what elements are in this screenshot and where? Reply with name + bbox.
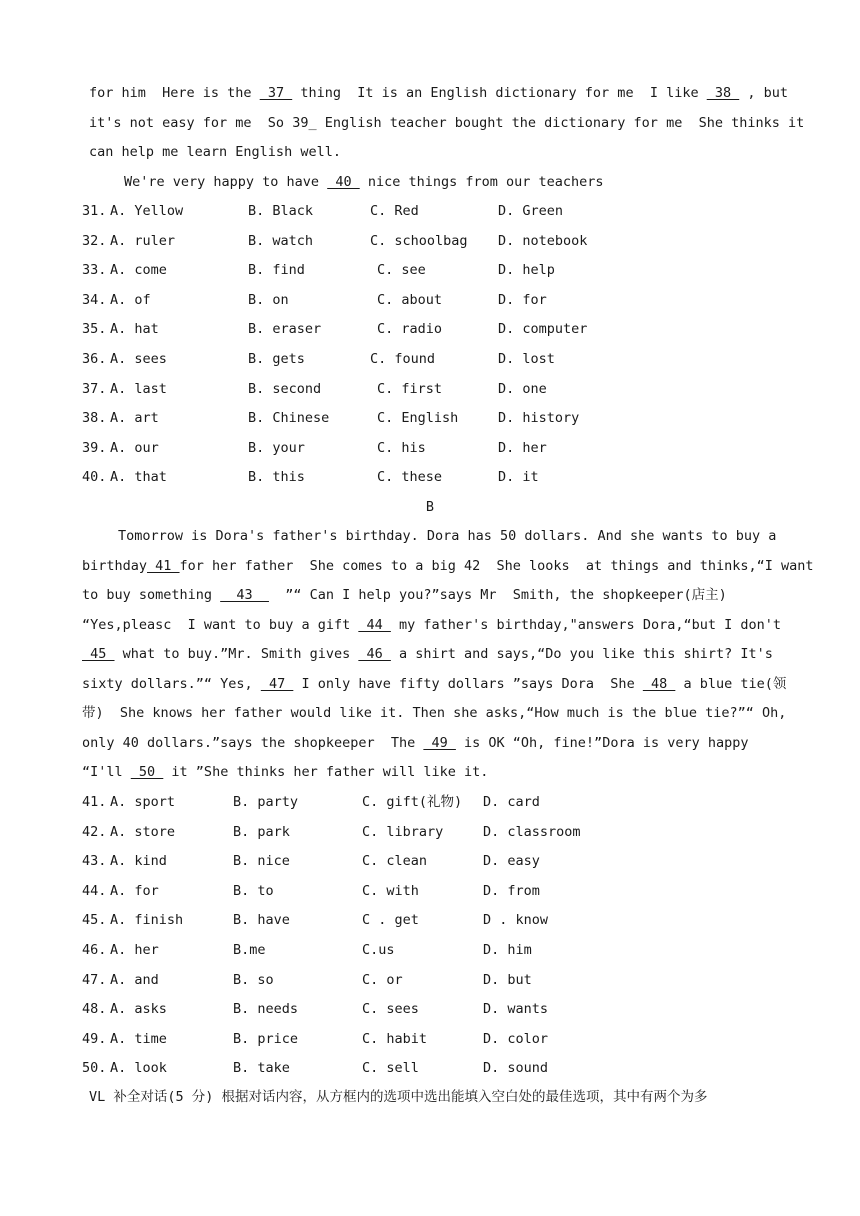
question-number: 38. — [82, 410, 107, 427]
option-a: A. her — [110, 942, 159, 958]
option-c: C. these — [377, 469, 443, 486]
option-a: A. hat — [110, 321, 159, 338]
option-c: C. with — [362, 882, 419, 899]
option-d: D. classroom — [483, 823, 581, 840]
option-b: B. nice — [233, 853, 290, 870]
option-b: B.me — [233, 942, 266, 958]
question-number: 41. — [82, 794, 107, 810]
question-number: 43. — [82, 853, 107, 870]
section-b-title: B — [425, 499, 435, 515]
question-number: 34. — [82, 291, 107, 308]
option-c: C. gift(礼物) — [362, 794, 463, 810]
option-a: A. sees — [110, 351, 167, 367]
option-b: B. second — [248, 380, 322, 397]
option-d: D. from — [483, 882, 540, 899]
option-c: C. found — [370, 351, 436, 367]
option-b: B. to — [233, 882, 274, 899]
question-number: 40. — [82, 469, 107, 486]
option-c: C. English — [377, 410, 459, 427]
option-b: B. on — [248, 291, 289, 308]
passage-b-line-1: Tomorrow is Dora's father's birthday. Dora has 50 dollars. And she wants to buy a — [118, 528, 777, 544]
option-c: C. sell — [362, 1060, 419, 1077]
passage-b-line-6: sixty dollars.”“ Yes, 47 I only have fifty dollars ”says Dora She 48 a blue tie(领 — [82, 676, 787, 692]
question-number: 36. — [82, 351, 107, 367]
question-number: 45. — [82, 912, 107, 929]
option-a: A. our — [110, 439, 159, 456]
option-c: C. schoolbag — [370, 232, 468, 249]
option-a: A. ruler — [110, 232, 176, 249]
option-a: A. kind — [110, 853, 167, 870]
option-b: B. take — [233, 1060, 290, 1077]
option-d: D. computer — [498, 321, 588, 338]
question-number: 39. — [82, 439, 107, 456]
option-a: A. asks — [110, 1001, 167, 1018]
option-c: C. library — [362, 823, 444, 840]
question-number: 46. — [82, 942, 107, 958]
option-c: C. or — [362, 971, 403, 988]
passage-b-line-7: 带) She knows her father would like it. Then she asks,“How much is the blue tie?”“ Oh, — [82, 705, 787, 721]
option-d: D. her — [498, 439, 547, 456]
question-number: 49. — [82, 1030, 107, 1047]
option-c: C. clean — [362, 853, 428, 870]
option-d: D. sound — [483, 1060, 549, 1077]
option-d: D. but — [483, 971, 532, 988]
option-c: C. about — [377, 291, 443, 308]
option-a: A. look — [110, 1060, 167, 1077]
option-a: A. come — [110, 262, 167, 279]
passage-a-line-3: can help me learn English well. — [89, 144, 341, 160]
option-a: A. for — [110, 882, 159, 899]
option-b: B. your — [248, 439, 305, 456]
passage-a-line-2: it's not easy for me So 39_ English teacher bought the dictionary for me She thinks it — [89, 115, 805, 131]
option-d: D. notebook — [498, 232, 588, 249]
option-d: D. color — [483, 1030, 549, 1047]
passage-b-line-3: to buy something 43 ”“ Can I help you?”says Mr Smith, the shopkeeper(店主) — [82, 587, 727, 603]
option-d: D. him — [483, 942, 532, 958]
option-d: D. easy — [483, 853, 540, 870]
passage-b-line-5: 45 what to buy.”Mr. Smith gives 46 a shirt and says,“Do you like this shirt? It's — [82, 646, 773, 662]
option-a: A. art — [110, 410, 159, 427]
option-d: D. help — [498, 262, 555, 279]
option-a: A. of — [110, 291, 151, 308]
option-d: D. lost — [498, 351, 555, 367]
passage-a-line-1: for him Here is the 37 thing It is an English dictionary for me I like 38 , but — [89, 85, 789, 101]
question-number: 37. — [82, 380, 107, 397]
option-a: A. and — [110, 971, 159, 988]
question-number: 44. — [82, 882, 107, 899]
option-c: C . get — [362, 912, 419, 929]
option-c: C. sees — [362, 1001, 419, 1018]
option-b: B. party — [233, 794, 299, 810]
option-b: B. this — [248, 469, 305, 486]
option-d: D. Green — [498, 203, 564, 219]
option-d: D. wants — [483, 1001, 549, 1018]
option-b: B. needs — [233, 1001, 299, 1018]
option-a: A. last — [110, 380, 167, 397]
option-b: B. have — [233, 912, 290, 929]
passage-a-line-4: We're very happy to have 40 nice things from our teachers — [124, 174, 604, 190]
section-vi-heading: VL 补全对话(5 分) 根据对话内容，从方框内的选项中选出能填入空白处的最佳选项，其中有两个为多 — [89, 1089, 708, 1105]
option-b: B. park — [233, 823, 290, 840]
option-c: C. his — [377, 439, 426, 456]
option-d: D. card — [483, 794, 540, 810]
option-c: C. Red — [370, 203, 419, 219]
option-d: D. history — [498, 410, 580, 427]
option-a: A. Yellow — [110, 203, 184, 219]
option-b: B. watch — [248, 232, 314, 249]
option-c: C. first — [377, 380, 443, 397]
option-b: B. Chinese — [248, 410, 330, 427]
option-a: A. finish — [110, 912, 184, 929]
question-number: 50. — [82, 1060, 107, 1077]
option-d: D. it — [498, 469, 539, 486]
option-d: D . know — [483, 912, 549, 929]
question-number: 32. — [82, 232, 107, 249]
passage-b-line-4: “Yes,pleasc I want to buy a gift 44 my father's birthday,"answers Dora,“but I don't — [82, 617, 781, 633]
option-c: C. habit — [362, 1030, 428, 1047]
option-b: B. so — [233, 971, 274, 988]
option-c: C.us — [362, 942, 395, 958]
option-d: D. for — [498, 291, 547, 308]
question-number: 35. — [82, 321, 107, 338]
passage-b-line-2: birthday 41 for her father She comes to a big 42 She looks at things and thinks,“I want — [82, 558, 814, 574]
question-number: 47. — [82, 971, 107, 988]
option-b: B. gets — [248, 351, 305, 367]
option-b: B. eraser — [248, 321, 322, 338]
option-b: B. price — [233, 1030, 299, 1047]
question-number: 48. — [82, 1001, 107, 1018]
option-a: A. time — [110, 1030, 167, 1047]
passage-b-line-9: “I'll 50 it ”She thinks her father will like it. — [82, 764, 489, 780]
option-c: C. see — [377, 262, 426, 279]
passage-b-line-8: only 40 dollars.”says the shopkeeper The 49 is OK “Oh, fine!”Dora is very happy — [82, 735, 749, 751]
option-d: D. one — [498, 380, 547, 397]
option-c: C. radio — [377, 321, 443, 338]
option-a: A. that — [110, 469, 167, 486]
question-number: 33. — [82, 262, 107, 279]
question-number: 42. — [82, 823, 107, 840]
option-a: A. sport — [110, 794, 176, 810]
option-b: B. Black — [248, 203, 314, 219]
option-b: B. find — [248, 262, 305, 279]
option-a: A. store — [110, 823, 176, 840]
question-number: 31. — [82, 203, 107, 219]
